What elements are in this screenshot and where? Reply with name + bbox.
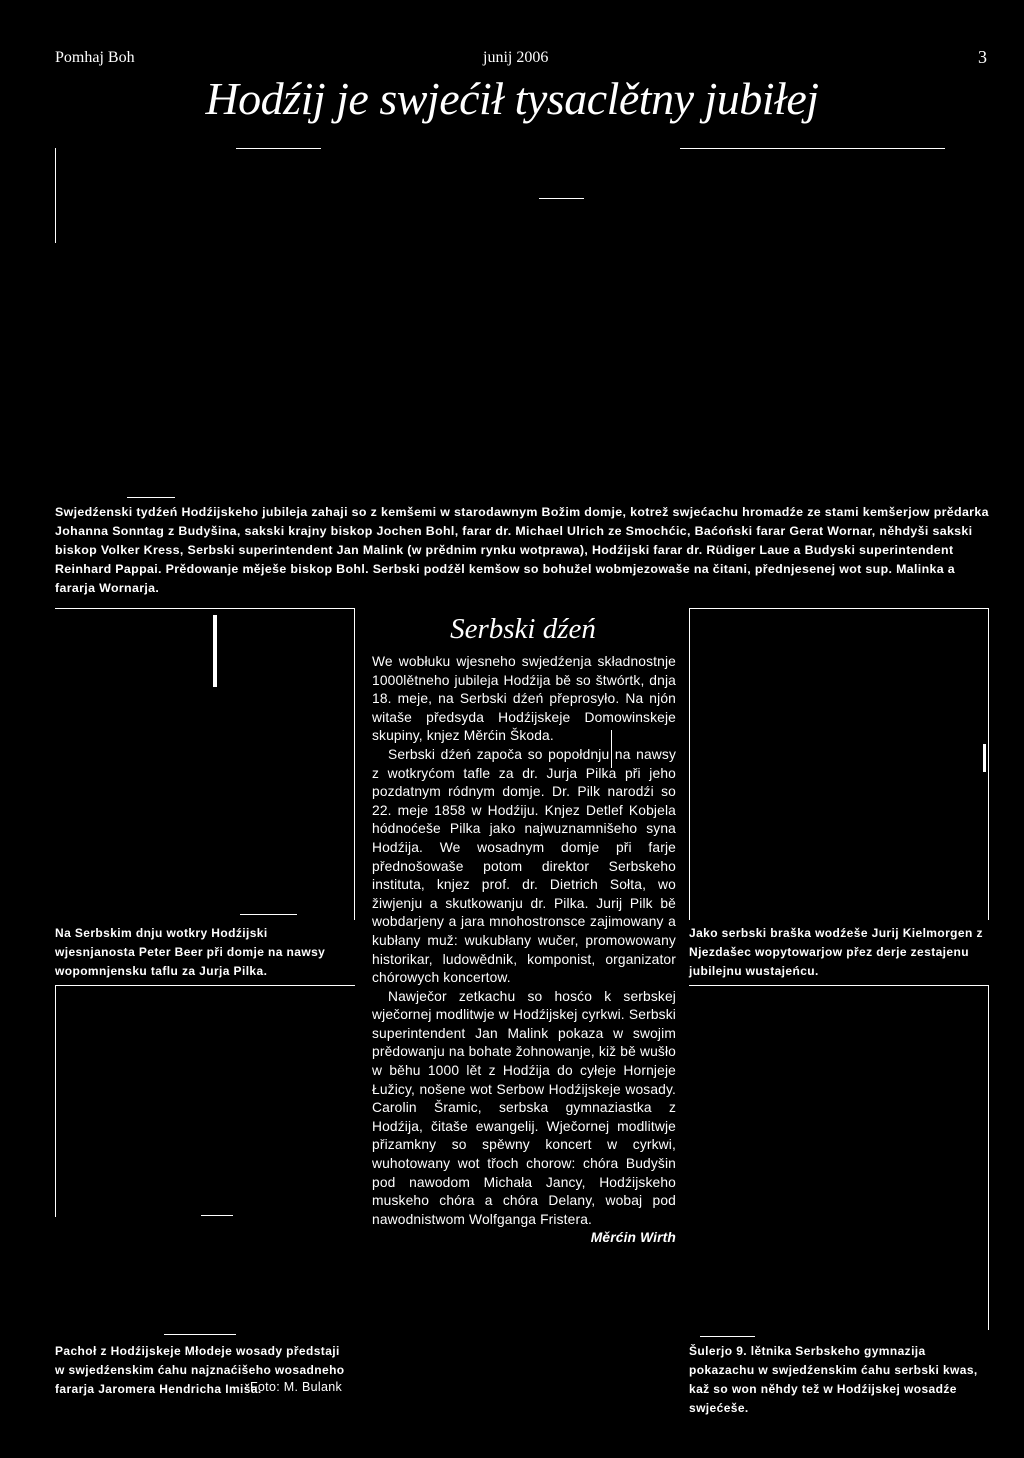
right-photo-2 [689, 985, 989, 1330]
right-photo-2-caption: Šulerjo 9. lětnika Serbskeho gymnazija pokazachu w swjedźenskim ćahu serbski kwas, kaž so won něhdy tež w Hodźijskej wosadźe swjećeše. [689, 1344, 978, 1415]
left-photo-2 [55, 985, 355, 1217]
article-author: Měrćin Wirth [590, 1230, 676, 1246]
page-number: 3 [978, 47, 987, 67]
photo-credit: Foto: M. Bulank [250, 1380, 343, 1394]
article-title: Serbski dźeń [450, 613, 596, 645]
article-paragraph: Nawječor zetkachu so hosćo k serbskej wječornej modlitwje w Hodźijskej cyrkwi. Serbski superintendent Jan Malink pokaza w swojim prědowanju na bohate žohnowanje, kiž bě wušło w běhu 1000 lět z Hodźija do cyłeje Hornjeje Łužicy, nošene wot Serbow Hodźijskeje wosady. Carolin Šramic, serbska gymnaziastka z Hodźija, čitaše ewangelij. Wječornej modlitwje přizamkny so spěwny koncert w cyrkwi, wuhotowany wot třoch chorow: chóra Budyšin pod nawodom Michała Jancy, Hodźijskeho muskeho chóra a chóra Delany, wobaj pod nawodnistwom Wolfganga Fristera. [372, 988, 676, 1227]
caption-marker [127, 497, 175, 498]
left-photo-1 [55, 608, 355, 920]
right-photo-1 [689, 608, 989, 920]
paper-name: Pomhaj Boh [55, 49, 135, 66]
article-body [372, 653, 676, 1248]
article-paragraph: Serbski dźeń započa so popołdnju na nawsy z wotkryćom tafle za dr. Jurja Pilka při jeho pozdatnym ródnym domje. Dr. Pilk narodźi so 22. meje 1858 w Hodźiju. Knjez Detlef Kobjela hódnoćeše Pilka jako najwuznamnišeho syna Hodźija. We wosadnym domje při farje přednošowaše potom direktor Serbskeho instituta, knjez prof. dr. Dietrich Sołta, wo žiwjenju a skutkowanju dr. Pilka. Jurij Pilk bě wobdarjeny a jara mnohostronsce zajimowany a kubłany muž: wukubłany wučer, promowowany historikar, ludowědnik, komponist, organizator chórowych koncertow. [372, 746, 676, 986]
headline: Hodźij je swjećił tysaclětny jubiłej [205, 73, 819, 124]
right-photo-1-caption: Jako serbski braška wodźeše Jurij Kielmorgen z Njezdašec wopytowarjow přez derje zestajenu jubilejnu wustajeńcu. [689, 926, 983, 978]
left-photo-2-caption: Pachoł z Hodźijskeje Młodeje wosady předstaji w swjedźenskim ćahu najznaćišeho wosadneho fararja Jaromera Hendricha Imiša. [55, 1344, 345, 1396]
left-photo-1-caption: Na Serbskim dnju wotkry Hodźijski wjesnjanosta Peter Beer při domje na nawsy wopomnjensku taflu za Jurja Pilka. [55, 926, 326, 978]
top-photo [55, 143, 945, 488]
top-photo-caption: Swjedźenski tydźeń Hodźijskeho jubileja zahaji so z kemšemi w starodawnym Božim domje, kotrež swjećachu hromadźe ze stami kemšerjow prědarka Johanna Sonntag z Budyšina, sakski krajny biskop Jochen Bohl, farar dr. Michael Ulrich ze Smochćic, Baćoński farar Gerat Wornar, něhdyši sakski biskop Volker Kress, Serbski superintendent Jan Malink (w prědnim rynku wotprawa), Hodźijski farar dr. Rüdiger Laue a Budyski superintendent Reinhard Pappai. Prědowanje měješe biskop Bohl. Serbski podźěl kemšow so bohužel wobmjezowaše na čitani, přednjesenej wot sup. Malinka a fararja Wornarja. [55, 505, 989, 595]
issue-date: junij 2006 [483, 49, 549, 66]
article-paragraph: We wobłuku wjesneho swjedźenja składnostnje 1000lětneho jubileja Hodźija bě so štwórtk, dnja 18. meje, na Serbski dźeń přeprosyło. Na njón witaše předsyda Hodźijskeje Domowinskeje skupiny, knjez Měrćin Škoda. [372, 654, 676, 744]
